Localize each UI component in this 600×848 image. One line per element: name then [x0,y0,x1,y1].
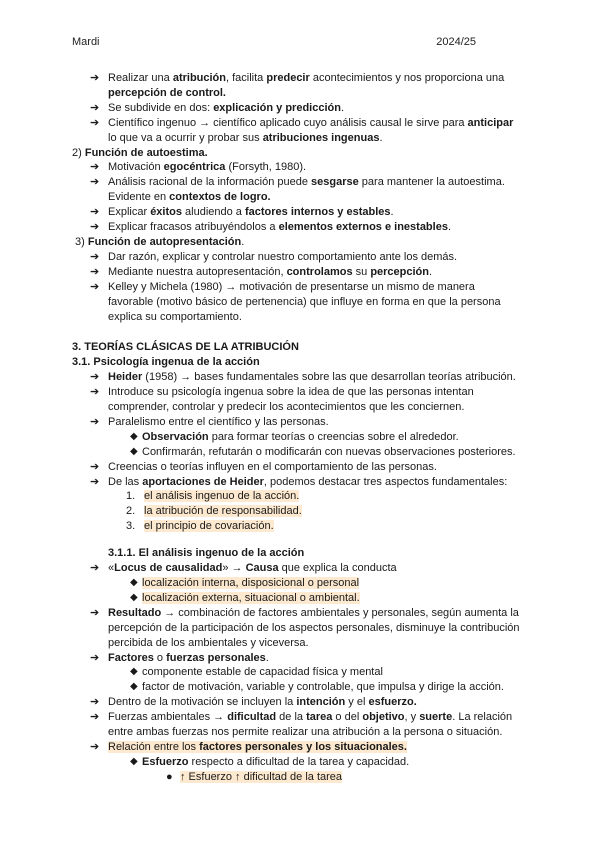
spacer [72,324,532,340]
ordered-item [72,519,532,534]
text: para formar teorías o creencias sobre el alrededor. [208,430,459,443]
bold-text: Heider [108,371,143,384]
text: percibida de los ambientales y viceversa. [108,636,309,649]
arrow-bullet-icon: ➔ [90,101,100,114]
continuation-line [72,400,532,415]
text: Científico ingenuo → científico aplicado cuyo análisis causal le sirve para [108,116,468,129]
text: . [447,221,452,234]
bold-text: percepción [370,265,429,278]
bullet-line [72,651,532,666]
highlighted-text: localización interna, disposicional o personal [142,577,360,589]
arrow-bullet-icon: ➔ [90,221,100,234]
bold-text: Esfuerzo [142,755,189,768]
diamond-bullet-icon: ◆ [130,755,138,767]
arrow-bullet-icon: ➔ [90,562,100,575]
number-marker: 2. [126,505,136,518]
sub-bullet-line [72,755,532,770]
text: (1958) → bases fundamentales sobre las que desarrollan teorías atribución. [142,371,516,384]
text: su [352,265,371,278]
bullet-line [72,71,532,86]
text: o del [332,711,363,724]
arrow-bullet-icon: ➔ [90,280,100,293]
diamond-bullet-icon: ◆ [130,666,138,678]
bold-text: explicación y predicción [213,101,341,114]
text: « [108,562,115,575]
diamond-bullet-icon: ◆ [130,430,138,442]
arrow-bullet-icon: ➔ [90,460,100,473]
text: . [429,265,433,278]
bold-text: Observación [142,430,209,443]
text: 2) [72,146,85,159]
bold-text: elementos externos e inestables [278,221,448,234]
bold-text: atribución [172,72,226,84]
ordered-item [72,489,532,504]
arrow-bullet-icon: ➔ [90,740,100,753]
text: , y [404,711,420,724]
sub-bullet-line [72,576,532,591]
bullet-line [72,385,532,400]
text: Mediante nuestra autopresentación, [108,265,287,278]
bullet-line [72,561,532,576]
text: Dar razón, explicar y controlar nuestro comportamiento ante los demás. [108,250,458,263]
bullet-line [72,475,532,490]
bold-text: éxitos [150,206,182,219]
bold-text: tarea [306,711,333,724]
numbered-heading [72,146,532,161]
bullet-line [72,160,532,175]
bullet-line [72,101,532,116]
arrow-bullet-icon: ➔ [90,371,100,384]
text: Explicar fracasos atribuyéndolos a [108,221,279,234]
bullet-line [72,370,532,385]
text: respecto a dificultad de la tarea y capacidad. [188,755,410,768]
bullet-line [72,220,532,235]
bold-text: Función de autopresentación [87,235,242,248]
arrow-bullet-icon: ➔ [90,475,100,488]
bold-text: fuerzas personales [166,651,266,664]
continuation-line [72,295,532,310]
bullet-line [72,175,532,190]
bold-text: contextos de logro. [169,191,271,204]
subsection-heading: 3.1. Psicología ingenua de la acción [72,356,260,369]
continuation-line [72,131,532,146]
highlighted-text: el análisis ingenuo de la acción. [144,490,300,503]
text: percepción de la participación de los aspectos personales, disminuye la contribución [108,621,520,634]
text: lo que va a ocurrir y probar sus [108,131,263,144]
text: componente estable de capacidad física y mental [142,666,383,679]
text: Paralelismo entre el científico y las personas. [108,415,329,428]
sub-bullet-line [72,665,532,680]
arrow-bullet-icon: ➔ [90,161,100,174]
text: Creencias o teorías influyen en el comportamiento de las personas. [108,460,437,473]
bold-text: suerte [419,711,453,724]
highlighted-text [108,741,407,753]
arrow-bullet-icon: ➔ [90,206,100,219]
text: Motivación [108,161,164,174]
bullet-line [72,265,532,280]
arrow-bullet-icon: ➔ [90,176,100,189]
text: Realizar una [108,72,173,84]
text: (Forsyth, 1980). [225,161,307,174]
text: Kelley y Michela (1980) → motivación de presentarse un mismo de manera [108,280,475,293]
text: para mantener la autoestima. [358,176,505,189]
bold-text: Resultado [108,606,162,619]
text: Relación entre los [108,740,200,753]
arrow-bullet-icon: ➔ [90,696,100,709]
arrow-bullet-icon: ➔ [90,415,100,428]
bold-text: Función de autoestima. [84,146,208,159]
bold-text: Factores [108,651,154,664]
header-left: Mardi [72,36,100,48]
text: . [379,131,383,144]
continuation-line [72,636,532,651]
bold-text: controlamos [286,265,353,278]
bold-text: atribuciones ingenuas [262,131,380,144]
text: o [153,651,167,664]
sub-bullet-line [72,591,532,606]
text: aludiendo a [181,206,245,219]
text: Introduce su psicología ingenua sobre la idea de que las personas intentan [108,386,474,399]
bullet-line [72,250,532,265]
text: Análisis racional de la información puede [108,176,312,189]
diamond-bullet-icon: ◆ [130,591,138,603]
number-marker: 3. [126,520,136,533]
diamond-bullet-icon: ◆ [130,445,138,457]
bullet-line [72,740,532,755]
continuation-line [72,190,532,205]
bold-text: percepción de control. [108,86,226,99]
text: entre ambas fuerzas nos permite realizar una atribución a la persona o situación. [108,726,503,739]
number-marker: 1. [126,490,136,503]
arrow-bullet-icon: ➔ [90,711,100,724]
continuation-line [72,310,532,325]
bullet-line [72,695,532,710]
ordered-item [72,504,532,519]
text: explica su comportamiento. [108,310,242,323]
text: Confirmarán, refutarán o modificarán con nuevas observaciones posteriores. [142,445,516,458]
text: Explicar [108,206,151,219]
bold-text: sesgarse [311,176,359,189]
bullet-line [72,205,532,220]
diamond-bullet-icon: ◆ [130,577,138,588]
bold-text: predecir [266,72,310,84]
bold-text: intención [296,696,346,709]
text: . [241,235,245,248]
text: favorable (motivo básico de pertenencia) que influye en forma en que la persona [108,295,501,308]
bullet-line [72,606,532,621]
numbered-heading [72,235,532,250]
text: De las [108,475,143,488]
sub-bullet-line [72,430,532,445]
bullet-line [72,710,532,725]
bold-text: Causa [245,562,279,575]
text: → combinación de factores ambientales y personales, según aumenta la [161,606,519,619]
text: Se subdivide en dos: [108,101,214,114]
highlighted-text: localización externa, situacional o ambiental. [142,591,360,604]
arrow-bullet-icon: ➔ [90,606,100,619]
text: . La relación [452,711,513,724]
text: 3) [75,235,88,248]
text: factor de motivación, variable y controlable, que impulsa y dirige la acción. [142,681,504,694]
sub-bullet-line [72,445,532,460]
arrow-bullet-icon: ➔ [90,265,100,278]
text: acontecimientos y nos proporciona una [309,72,505,84]
text: . [390,206,394,219]
arrow-bullet-icon: ➔ [90,651,100,664]
sub-sub-bullet-line [72,770,532,785]
continuation-line [72,86,532,101]
spacer [72,534,532,546]
text: Evidente en [108,191,170,204]
diamond-bullet-icon: ◆ [130,681,138,693]
text: » → [222,562,246,575]
subsubsection-heading: 3.1.1. El análisis ingenuo de la acción [108,547,305,560]
bold-text: aportaciones de Heider [142,475,264,488]
highlighted-text: el principio de covariación. [144,520,274,533]
sub-bullet-line [72,680,532,695]
bullet-line [72,460,532,475]
bold-text: factores personales y los situacionales. [199,740,407,753]
continuation-line [72,621,532,636]
text: comprender, controlar y predecir los acontecimientos que les conciernen. [108,401,465,414]
text: . [340,101,345,114]
bold-text: Locus de causalidad [114,562,223,575]
bold-text: dificultad [227,711,277,724]
text: , podemos destacar tres aspectos fundamentales: [263,475,508,488]
text: y el [345,696,369,709]
dot-bullet-icon: ● [166,770,173,783]
arrow-bullet-icon: ➔ [90,72,100,84]
bold-text: anticipar [467,116,514,129]
continuation-line [72,725,532,740]
arrow-bullet-icon: ➔ [90,116,100,129]
bold-text: objetivo [362,711,405,724]
section-heading: 3. TEORÍAS CLÁSICAS DE LA ATRIBUCIÓN [72,341,299,354]
text: Dentro de la motivación se incluyen la [108,696,297,709]
header-right: 2024/25 [436,36,476,48]
arrow-bullet-icon: ➔ [90,250,100,263]
bold-text: esfuerzo. [368,696,417,709]
highlighted-text: ↑ Esfuerzo ↑ dificultad de la tarea [180,770,343,783]
arrow-bullet-icon: ➔ [90,386,100,399]
bullet-line [72,116,532,131]
bullet-line [72,415,532,430]
text: Fuerzas ambientales → [108,711,228,724]
text: que explica la conducta [278,562,397,575]
bold-text: factores internos y estables [244,206,391,219]
document-body [72,71,532,785]
text: de la [276,711,307,724]
text: . [265,651,269,664]
bold-text: egocéntrica [163,161,226,174]
bullet-line [72,280,532,295]
text: , facilita [226,72,267,84]
highlighted-text: la atribución de responsabilidad. [144,505,302,518]
